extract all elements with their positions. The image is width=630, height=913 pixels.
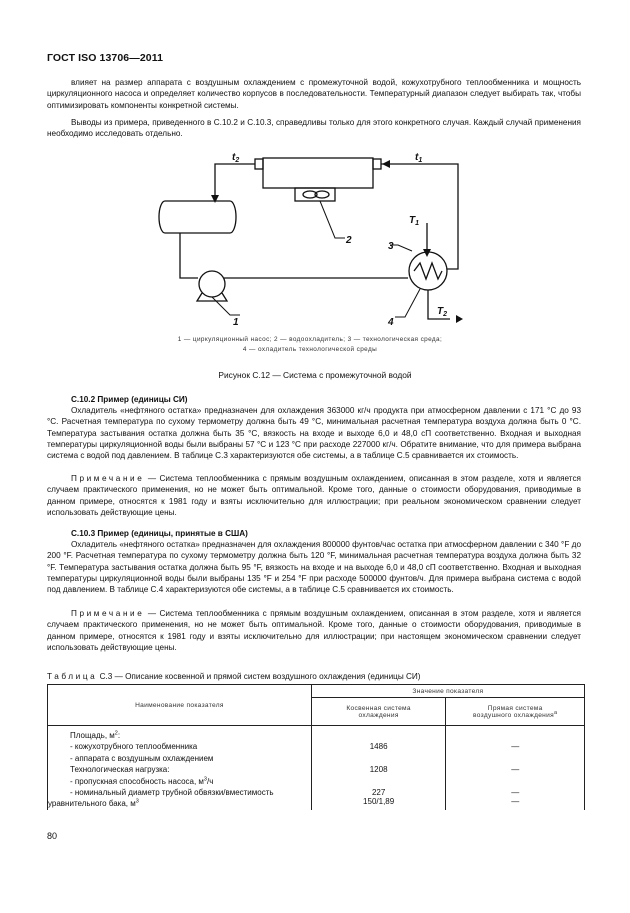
row-pump-capacity-sup: 3 <box>203 775 207 782</box>
dir-blank <box>446 776 584 787</box>
row-area-text: Площадь, м <box>70 731 115 740</box>
note-label: Примечание <box>71 474 145 483</box>
figure-caption: Рисунок С.12 — Система с промежуточной водой <box>218 370 412 380</box>
row-shell-tube: - кожухотрубного теплообменника <box>70 742 198 752</box>
page-number: 80 <box>47 831 58 841</box>
ind-pump-capacity: 227 <box>371 787 386 797</box>
note-c102 <box>47 473 581 518</box>
row-area-sup: 2 <box>114 730 118 737</box>
row-surge-tank-text: уравнительного бака, м <box>48 799 136 809</box>
intro-paragraph-1: влияет на размер аппарата с воздушным охлаждением с промежуточной водой, кожухотрубного теплообменника и мощность циркуляционного насоса и определяет количество корпусов в последовательности. Температурный диапазон следует выбирать так, чтобы оптимизировать компоненты конкретной системы. <box>47 78 581 110</box>
col-header-indirect-line-2: охлаждения <box>358 711 399 719</box>
table-c3 <box>47 684 585 810</box>
table-caption-label: Таблица <box>47 672 98 681</box>
row-air-cooler: - аппарата с воздушным охлаждением <box>70 753 214 763</box>
col-header-group: Значение показателя <box>311 685 584 698</box>
ind-pipe-diameter: 150/1,89 <box>363 797 395 807</box>
row-area-end: : <box>117 731 121 740</box>
note-label: Примечание <box>71 609 145 618</box>
dir-pipe-diameter: — <box>511 797 520 807</box>
ind-shell-tube: 1486 <box>369 742 388 752</box>
water-line-tank-to-pump <box>180 233 198 278</box>
row-pump-capacity-end: /ч <box>206 776 214 786</box>
dir-blank <box>446 730 584 741</box>
section-heading-c102: С.10.2 Пример (единицы СИ) <box>71 395 188 404</box>
row-area <box>70 730 311 741</box>
label-2: 2 <box>346 235 352 246</box>
label-1: 1 <box>233 317 239 328</box>
section-heading-c103: С.10.3 Пример (единицы, принятые в США) <box>71 529 248 538</box>
note-c103 <box>47 608 581 653</box>
water-cooler-left-nozzle <box>255 159 263 169</box>
table-cell-direct <box>446 726 585 810</box>
section-body-c103: Охладитель «нефтяного остатка» предназначен для охлаждения 800000 фунтов/час остатка при атмосферном давлении с 340 °F до 200 °F. Расчетная температура по сухому термометру должна быть 120 °F, минимальная расчетная температура воздуха должна быть 32 °F. Температура застывания остатка должна быть 95 °F, вязкость на входе и на выходе 6,0 и 48,0 сП соответственно. Входная и выходная температуры циркуляционной воды были выбраны 135 °F и 254 °F при расходе 500000 фунтов/ч. Для примера выбрана система с водой под давлением. В таблице С.4 характеризуются обе системы, а в таблице С.5 сравнивается их стоимость. <box>47 540 581 595</box>
water-line-to-tank <box>215 164 255 196</box>
surge-tank <box>159 201 236 233</box>
col-header-direct <box>446 698 585 726</box>
col-header-direct-text: воздушного охлаждения <box>473 711 554 719</box>
circulation-pump <box>199 271 225 297</box>
note-text: — Система теплообменника с прямым воздушным охлаждением, описанная в этом разделе, хотя и является случаем практического применения, но не может быть оптимальной. Кроме того, данные о стоимости оборудования, приводимые в данном примере, относятся к 1981 году и взяты исключительно для иллюстрации; при реальном экономическом сравнении следует использовать действующие цены. <box>47 474 581 517</box>
dir-shell-tube: — <box>511 742 520 752</box>
dir-pump-capacity: — <box>511 787 520 797</box>
ind-air-cooler: 1208 <box>369 765 388 775</box>
label-T2: $T_2$ <box>437 306 448 318</box>
col-header-indirect-line-1: Косвенная система <box>346 704 411 712</box>
water-line-from-cooler <box>381 164 458 269</box>
exchanger-coil <box>414 263 442 279</box>
figure-legend <box>130 335 490 354</box>
label-t2: $t_2$ <box>232 152 240 164</box>
legend-line-1: 1 — циркуляционный насос; 2 — водоохладитель; 3 — технологическая среда; <box>177 336 443 343</box>
col-header-name: Наименование показателя <box>48 685 312 726</box>
label-3: 3 <box>388 241 394 252</box>
arrow-down-icon <box>211 195 219 203</box>
water-cooler-shell <box>263 158 373 188</box>
document-header: ГОСТ ISO 13706—2011 <box>47 52 164 64</box>
table-cell-names <box>48 726 312 810</box>
ind-blank <box>312 730 446 741</box>
table-caption <box>47 672 421 681</box>
row-pump-capacity <box>70 776 311 787</box>
note-text: — Система теплообменника с прямым воздушным охлаждением, описанная в этом разделе, хотя и является случаем практического применения, но не может быть оптимальной. Кроме того, данные о стоимости оборудования, приводимые в данном примере, относятся к 1981 году и взяты исключительно для иллюстрации; при настоящем экономическом сравнении следует использовать действующие цены. <box>47 609 581 652</box>
arrow-left-icon <box>382 160 390 168</box>
leader-2 <box>320 201 345 238</box>
footnote-mark: а <box>553 709 558 716</box>
label-T1: $T_1$ <box>409 215 420 227</box>
arrow-right-icon <box>456 315 463 323</box>
row-process-load: Технологическая нагрузка: <box>70 765 170 775</box>
figure-intermediate-water-system <box>150 143 490 333</box>
table-caption-text: С.3 — Описание косвенной и прямой систем воздушного охлаждения (единицы СИ) <box>97 672 421 681</box>
table-cell-indirect <box>311 726 446 810</box>
leader-4 <box>395 289 420 317</box>
dir-blank <box>446 753 584 764</box>
intro-paragraph-2: Выводы из примера, приведенного в С.10.2 и С.10.3, справедливы только для этого конкретного случая. Каждый случай применения необходимо исследовать отдельно. <box>47 118 581 139</box>
row-pipe-diameter: - номинальный диаметр трубной обвязки/вместимость <box>70 787 274 797</box>
water-cooler-right-nozzle <box>373 159 381 169</box>
ind-blank <box>312 753 446 764</box>
row-pump-capacity-text: - пропускная способность насоса, м <box>70 776 204 786</box>
col-header-indirect <box>311 698 446 726</box>
col-header-direct-line-2 <box>447 709 583 719</box>
row-surge-tank-sup: 3 <box>135 798 139 805</box>
label-4: 4 <box>388 317 394 328</box>
row-surge-tank <box>48 798 311 809</box>
ind-blank <box>312 776 446 787</box>
label-t1: $t_1$ <box>415 152 423 164</box>
section-body-c102: Охладитель «нефтяного остатка» предназначен для охлаждения 363000 кг/ч продукта при атмосферном давлении с 171 °С до 93 °С. Расчетная температура по сухому термометру должна быть 49 °С, минимальная расчетная температура воздуха должна быть 0 °С. Температура застывания остатка должна быть 35 °С, вязкость на входе и выходе 6,0 и 48,0 сП соответственно. Входная и выходная температуры циркуляционной воды были выбраны 57 °С и 123 °С при расходе 227000 кг/ч. Обратите внимание, что для примера выбрана система с водой под давлением. В таблице С.3 характеризуются обе системы, а в таблице С.5 сравнивается их стоимость. <box>47 406 581 461</box>
col-header-direct-line-1: Прямая система <box>487 704 543 712</box>
table-row <box>48 726 585 810</box>
dir-air-cooler: — <box>511 765 520 775</box>
legend-line-2: 4 — охладитель технологической среды <box>242 345 378 353</box>
